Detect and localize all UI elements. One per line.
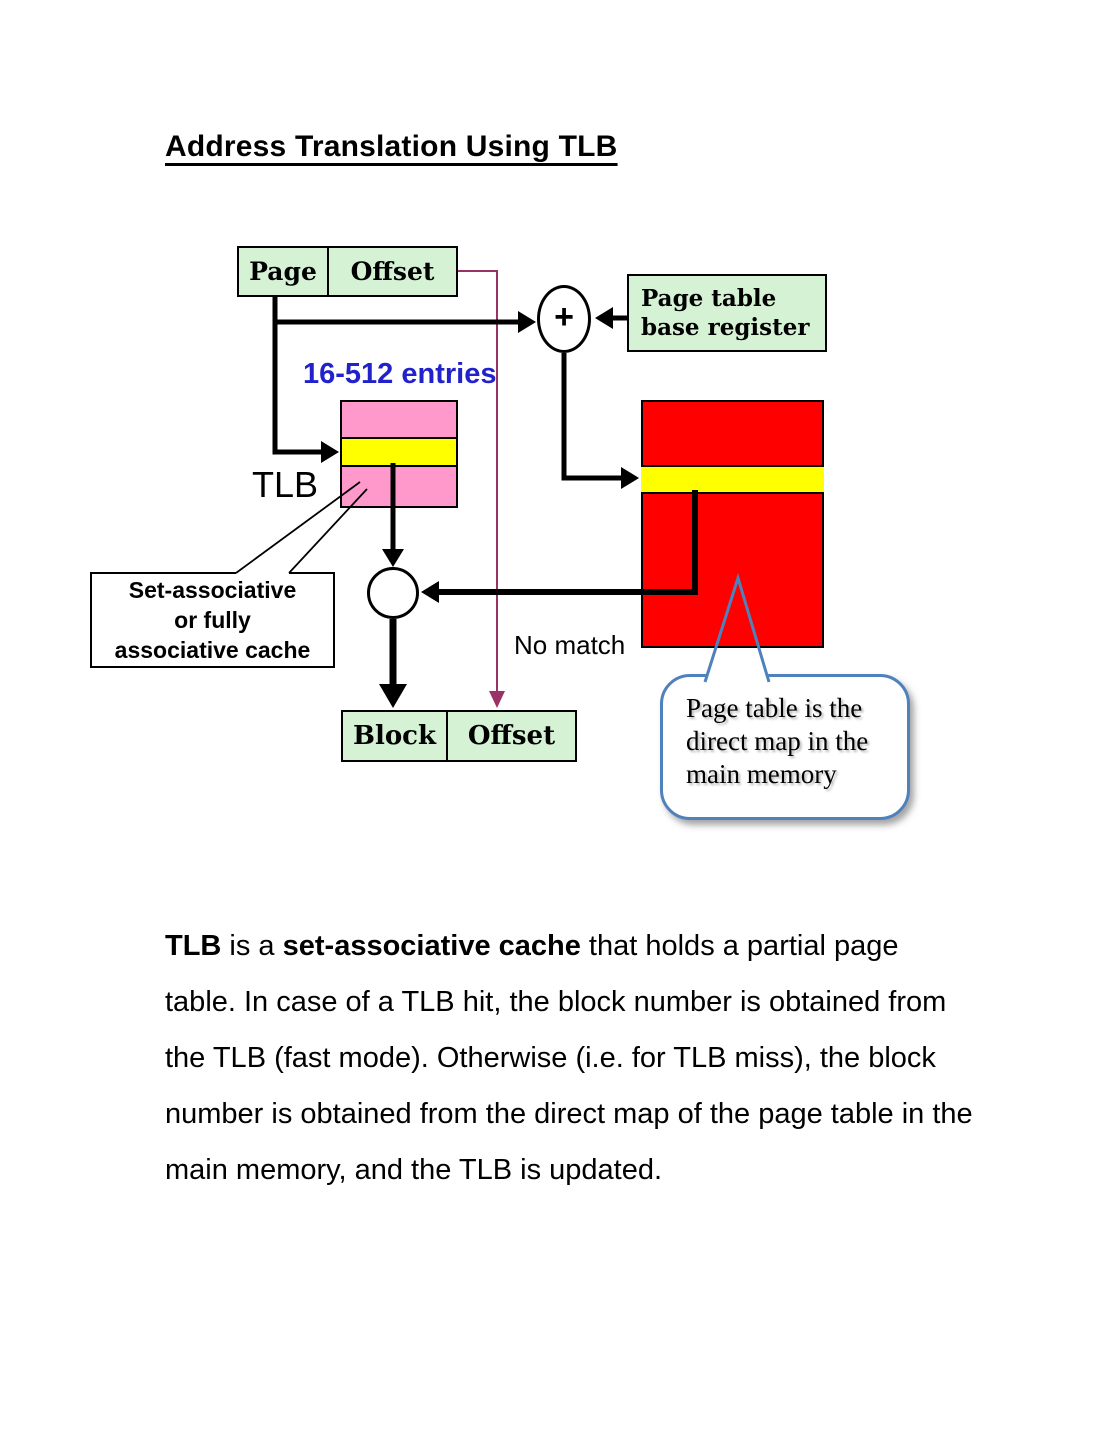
body-bold-tlb: TLB — [165, 930, 222, 962]
tlb-box — [340, 400, 458, 508]
register-to-adder-arrow — [595, 307, 627, 329]
adder-circle — [537, 285, 591, 353]
adder-to-page-table-arrow — [564, 353, 639, 489]
virtual-page-field: Page — [239, 248, 329, 295]
page-table-box — [641, 400, 824, 648]
physical-address-box — [341, 710, 577, 762]
tlb-label: TLB — [252, 464, 319, 505]
no-match-bypass-arrow — [458, 271, 505, 708]
plus-icon: + — [554, 297, 574, 336]
page-title: Address Translation Using TLB — [165, 130, 618, 163]
cache-type-note-box — [90, 572, 335, 668]
memory-callout-text: Page table is the direct map in the main memory — [686, 693, 869, 789]
body-seg1: is a — [221, 930, 283, 962]
body-seg2: that holds a partial page table. In case of a TLB hit, the block number is obtained from the TLB (fast mode). Otherwise (i.e. for TLB miss), the block number is obtained from the direct map of the page table in the main memory, and the TLB is updated. — [165, 930, 973, 1186]
cache-note-line2: or fully — [174, 607, 251, 633]
select-to-block-arrow — [379, 619, 407, 708]
page-to-adder-arrow — [275, 311, 536, 333]
memory-callout-bubble — [660, 674, 910, 820]
page-table-match-row — [641, 465, 824, 494]
virtual-offset-field: Offset — [350, 257, 435, 286]
ptbr-label: Page table base register — [641, 285, 810, 341]
physical-block-field: Block — [343, 712, 448, 760]
tlb-hit-entry-row — [340, 437, 458, 467]
no-match-label: No match — [514, 630, 626, 660]
tlb-entries-note: 16-512 entries — [303, 358, 497, 390]
page-table-base-register-box — [627, 274, 827, 352]
select-circle — [367, 567, 419, 619]
cache-note-line3: associative cache — [114, 637, 311, 663]
body-paragraph — [165, 918, 977, 1198]
virtual-address-box — [237, 246, 458, 297]
body-bold-cache: set-associative cache — [282, 930, 581, 962]
physical-offset-field: Offset — [467, 721, 556, 751]
cache-note-line1: Set-associative — [128, 577, 297, 603]
